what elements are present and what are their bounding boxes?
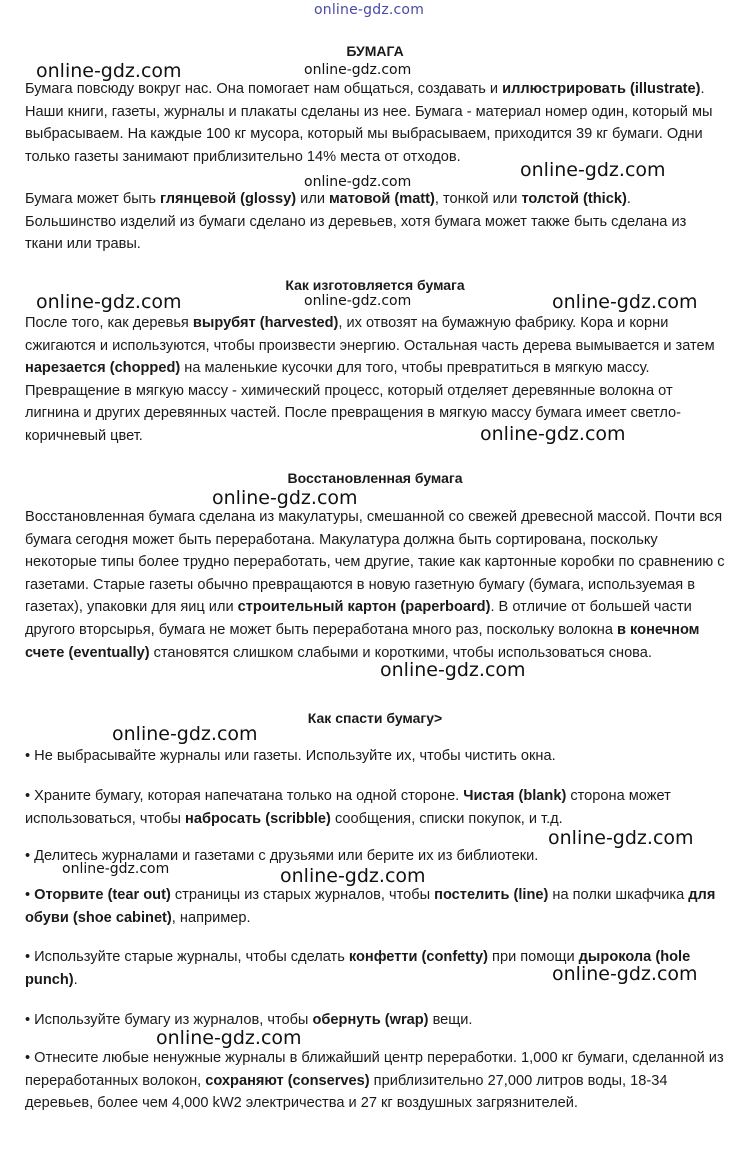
bold-term: постелить (line) [434,887,549,903]
text-run: на маленькие кусочки для того, чтобы превратиться в мягкую массу. Превращение в мягкую массу - химический процесс, который отделяет деревянные волокна от лигнина и других деревянных частей. После превращения в мягкую массу бумага имеет светло-коричневый цвет. [25,360,682,444]
watermark-label: online-gdz.com [112,723,258,745]
text-run: • Отнесите любые ненужные журналы в ближайший центр переработки. 1,000 кг бумаги, сделанной из переработанных волокон, [25,1050,724,1089]
watermark-label: online-gdz.com [62,861,170,877]
text-run: Бумага повсюду вокруг нас. Она помогает нам общаться, создавать и [25,81,503,97]
text-run: . В отличие от большей части другого вторсырья, бумага не может быть переработана много раз, поскольку волокна [25,599,692,638]
section-heading-save-paper: Как спасти бумагу> [307,710,443,726]
watermark-label: online-gdz.com [36,60,182,82]
watermark-label: online-gdz.com [552,291,698,313]
watermark-label: online-gdz.com [304,174,412,190]
text-run: • Не выбрасывайте журналы или газеты. Используйте их, чтобы чистить окна. [25,748,556,764]
bold-term: матовой (matt) [329,191,435,207]
watermark-label: online-gdz.com [304,62,412,78]
bullet-item-7 [25,1047,725,1115]
intro-paragraph-1 [25,78,725,168]
text-run: • [25,887,35,903]
text-run: • Делитесь журналами и газетами с друзьями или берите их из библиотеки. [25,848,539,864]
text-run: • Используйте бумагу из журналов, чтобы [25,1012,313,1028]
bold-term: Чистая (blank) [463,788,567,804]
bold-term: строительный картон (paperboard) [237,599,491,616]
watermark-label: online-gdz.com [36,291,182,313]
watermark-label: online-gdz.com [380,659,526,681]
text-run: , тонкой или [434,191,522,207]
bullet-item-2 [25,785,725,830]
text-run: сторона может использоваться, чтобы [25,788,671,827]
bold-term: Оторвите (tear out) [34,887,171,903]
watermark-label: online-gdz.com [304,293,412,309]
bold-term: сохраняют (conserves) [205,1072,370,1089]
watermark-label: online-gdz.com [552,963,698,985]
watermark-label: online-gdz.com [280,865,426,887]
bullet-item-6 [25,1009,725,1032]
bold-term: толстой (thick) [521,191,627,207]
watermark-label: online-gdz.com [212,487,358,509]
text-run: вещи. [428,1012,473,1028]
text-run: Бумага может быть [25,191,161,207]
text-run: при помощи [488,949,579,965]
bullet-item-4 [25,884,725,929]
text-run: сообщения, списки покупок, и т.д. [330,810,563,827]
bold-term: иллюстрировать (illustrate) [502,81,701,97]
watermark-label: online-gdz.com [520,159,666,181]
intro-paragraph-2 [25,188,725,256]
text-run: . Наши книги, газеты, журналы и плакаты сделаны из нее. Бумага - материал номер один, который мы выбрасываем. На каждые 100 кг мусора, который мы выбрасываем, приходится 39 кг бумаги. Одни только газеты занимают приблизительно 14% места от отходов. [25,81,713,165]
bold-term: в конечном счете (eventually) [25,621,700,661]
text-run: становятся слишком слабыми и короткими, чтобы использоваться снова. [149,644,652,661]
bold-term: конфетти (confetty) [348,949,488,965]
text-run: . Большинство изделий из бумаги сделано из деревьев, хотя бумага может также быть сделана из ткани или травы. [25,191,687,253]
text-run: приблизительно 27,000 литров воды, 18-34 деревьев, более чем 4,000 kW2 электричества и 27 кг воздушных загрязнителей. [25,1072,668,1112]
bullet-item-1 [25,745,725,768]
text-run: , их отвозят на бумажную фабрику. Кора и корни сжигаются и используются, чтобы произвести энергию. Остальная часть дерева вымывается и затем [25,315,715,354]
bold-term: обернуть (wrap) [312,1012,429,1028]
text-run: Восстановленная бумага сделана из макулатуры, смешанной со свежей древесной массой. Почти вся бумага сегодня может быть переработана. Макулатура должна быть сортирована, поскольку некоторые типы более трудно переработать, чем другие, такие как картонные коробки по сравнению с газетами. Старые газеты обычно превращаются в новую газетную бумагу (бумага, используемая в газетах), упаковки для яиц или [25,509,725,616]
bold-term: дырокола (hole punch) [25,949,691,988]
bold-term: глянцевой (glossy) [160,191,297,207]
section-heading-how-made: Как изготовляется бумага [285,277,465,293]
text-run: • Используйте старые журналы, чтобы сделать [25,949,349,965]
text-run: . [73,971,78,988]
recycled-paragraph [25,506,725,664]
bold-term: набросать (scribble) [185,810,331,827]
text-run: или [296,191,330,207]
text-run: , например. [171,909,251,926]
document-title: БУМАГА [346,43,404,59]
watermark-label: online-gdz.com [548,827,694,849]
text-run: на полки шкафчика [548,887,689,903]
text-run: После того, как деревья [25,315,193,331]
section-heading-recycled: Восстановленная бумага [287,470,463,486]
site-header-watermark: online-gdz.com [314,2,425,18]
bold-term: вырубят (harvested) [192,315,339,331]
watermark-label: online-gdz.com [156,1027,302,1049]
text-run: страницы из старых журналов, чтобы [170,887,435,903]
watermark-label: online-gdz.com [480,423,626,445]
bold-term: нарезается (chopped) [25,360,181,377]
text-run: • Храните бумагу, которая напечатана только на одной стороне. [25,788,464,804]
bold-term: для обуви (shoe cabinet) [25,887,716,926]
